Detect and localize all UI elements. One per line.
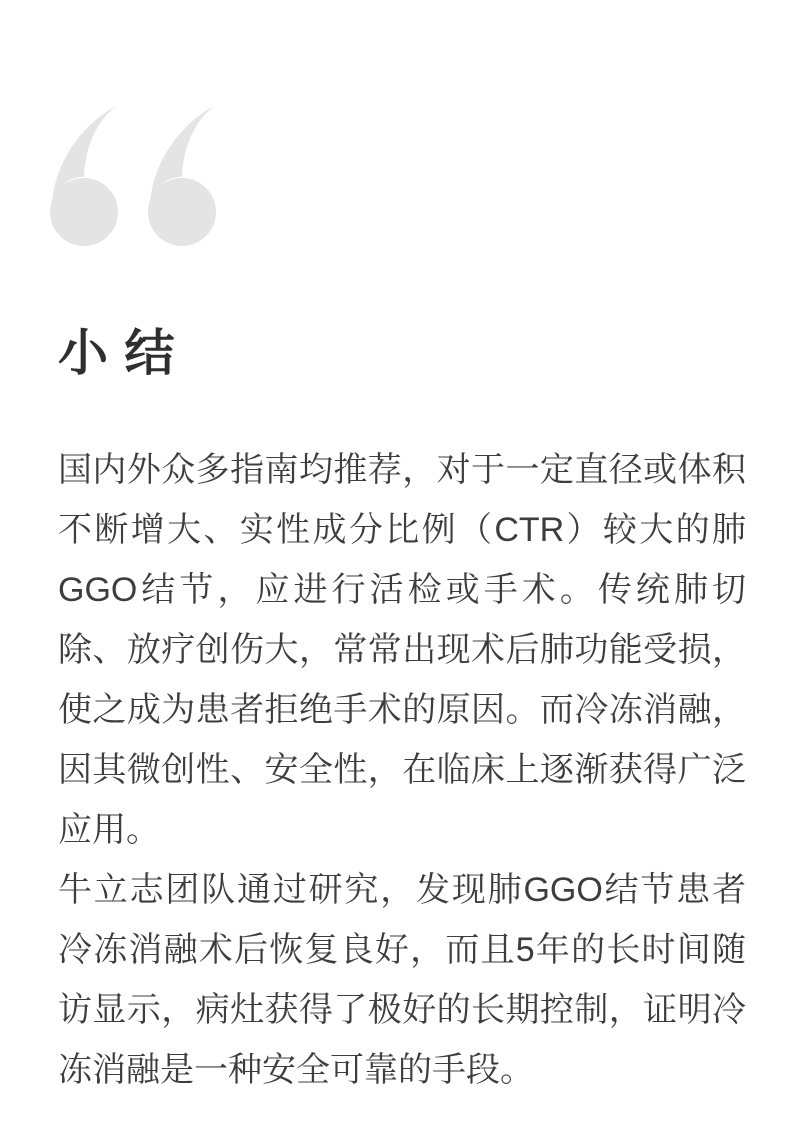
paragraph-1: 国内外众多指南均推荐，对于一定直径或体积不断增大、实性成分比例（CTR）较大的肺GGO结节，应进行活检或手术。传统肺切除、放疗创伤大，常常出现术后肺功能受损，使之成为患者拒绝手术的原因。而冷冻消融，因其微创性、安全性，在临床上逐渐获得广泛应用。 xyxy=(58,451,746,849)
paragraph-2: 牛立志团队通过研究，发现肺GGO结节患者冷冻消融术后恢复良好，而且5年的长时间随访显示，病灶获得了极好的长期控制，证明冷冻消融是一种安全可靠的手段。 xyxy=(58,871,746,1089)
open-quote-icon xyxy=(50,106,220,246)
open-quote-glyph xyxy=(50,106,216,246)
section-title: 小 结 xyxy=(58,325,177,381)
article-body xyxy=(58,440,746,1100)
